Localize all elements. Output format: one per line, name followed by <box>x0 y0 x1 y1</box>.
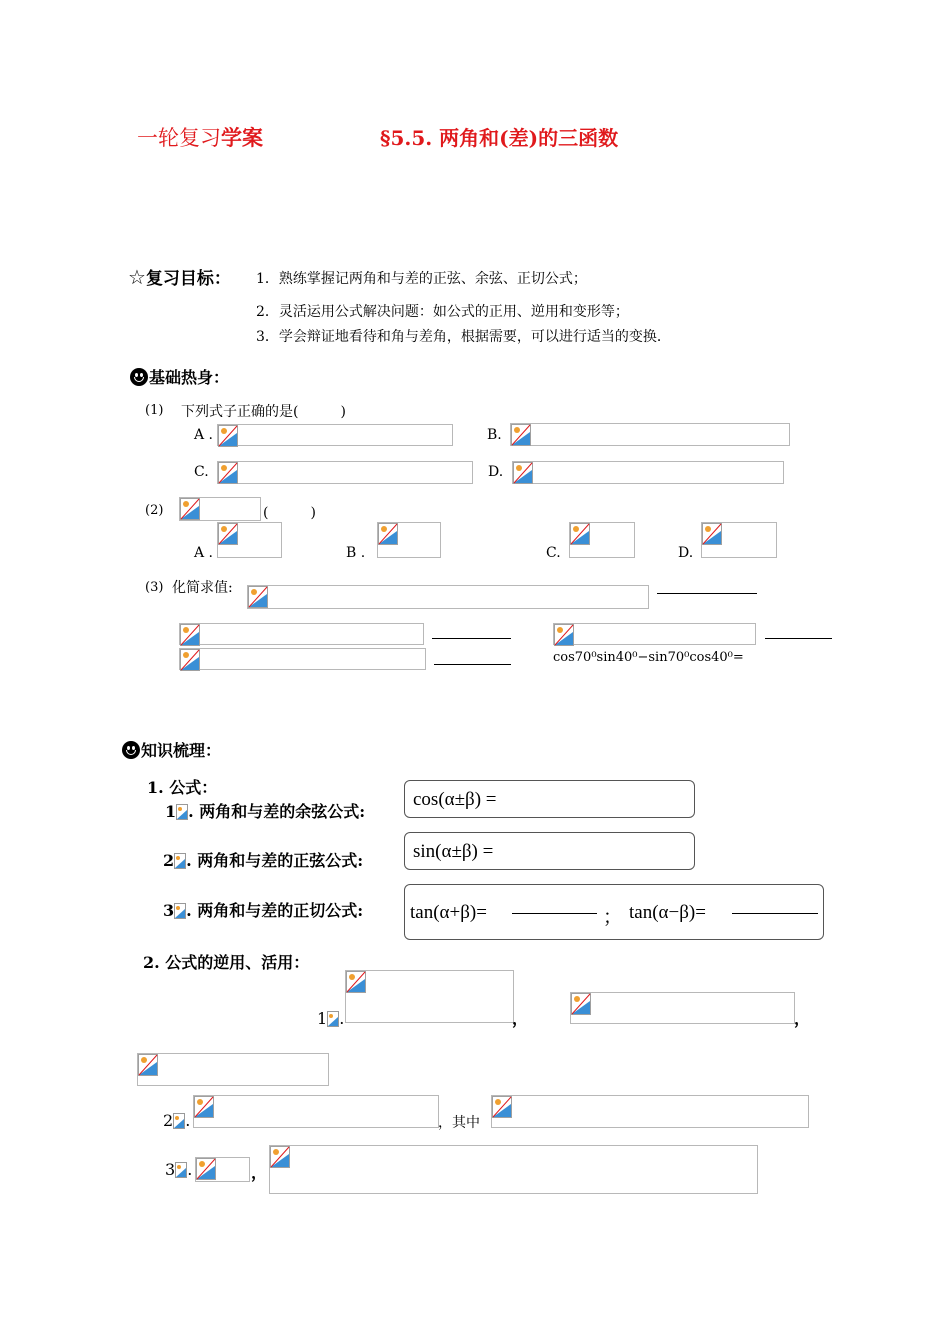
tan-formula-box <box>404 884 824 940</box>
q2-option-c: C. <box>546 545 561 561</box>
q1-option-b-image <box>510 423 790 446</box>
sin-formula: sin(α±β) = <box>413 841 494 862</box>
reverse-item-1-num: 1 . <box>317 1009 345 1028</box>
q3-expr-3-image <box>553 623 756 645</box>
reverse-item-1-image-b <box>570 992 795 1024</box>
q1-option-d-image <box>512 461 784 484</box>
reverse-item-2-image-b <box>491 1095 809 1128</box>
q3-expr-1-image <box>247 585 649 609</box>
q2-paren: ( ) <box>263 505 316 521</box>
q3-answer-blank-3[interactable] <box>765 638 832 639</box>
broken-image-icon <box>346 971 364 991</box>
q1-text: 下列式子正确的是( ) <box>181 404 346 420</box>
broken-image-icon <box>173 1113 185 1129</box>
broken-image-icon <box>138 1054 156 1074</box>
broken-image-icon <box>175 1162 187 1178</box>
reverse-item-3-num: 3 . <box>165 1160 193 1179</box>
broken-image-icon <box>492 1096 510 1116</box>
q1-label: (1) <box>145 403 164 418</box>
broken-image-icon <box>511 424 529 444</box>
broken-image-icon <box>196 1158 214 1178</box>
page-prefix: 一轮复习学案 <box>137 125 263 150</box>
tan-formula-label: 3 . 两角和与差的正切公式: <box>163 901 364 920</box>
reverse-item-1-image-a <box>345 970 514 1023</box>
broken-image-icon <box>174 853 186 869</box>
knowledge-heading: 知识梳理： <box>122 738 221 761</box>
q2-label: (2) <box>145 503 164 518</box>
broken-image-icon <box>174 903 186 919</box>
reverse-use-title: 2. 公式的逆用、活用： <box>143 953 310 972</box>
reverse-item-2-image-a <box>193 1095 439 1128</box>
broken-image-icon <box>180 649 198 669</box>
broken-image-icon <box>180 498 198 518</box>
broken-image-icon <box>702 523 720 543</box>
q3-expr-2-image <box>179 623 424 645</box>
sin-formula-label: 2 . 两角和与差的正弦公式: <box>163 851 364 870</box>
q2-option-a: A . <box>194 545 214 561</box>
broken-image-icon <box>327 1011 339 1027</box>
goal-item-3: 3．学会辩证地看待和角与差角，根据需要，可以进行适当的变换． <box>256 329 671 345</box>
q1-option-d: D. <box>488 464 504 480</box>
tan-diff-blank[interactable] <box>732 913 818 914</box>
reverse-item-2-num: 2 . <box>163 1111 191 1130</box>
q2-stem-image <box>179 497 261 521</box>
q2-option-b: B . <box>346 545 366 561</box>
q2-option-d: D. <box>678 545 694 561</box>
q3-answer-blank-1[interactable] <box>657 593 757 594</box>
q1-option-c: C. <box>194 464 209 480</box>
q2-option-d-image <box>701 522 777 558</box>
smiley-icon <box>122 741 140 759</box>
where-text: ，其中 <box>438 1115 480 1131</box>
q3-answer-blank-4[interactable] <box>434 664 511 665</box>
q1-option-a-image <box>217 424 453 446</box>
q3-expr-4-image <box>179 648 426 670</box>
reverse-item-1-image-c <box>137 1053 329 1086</box>
broken-image-icon <box>570 523 588 543</box>
q2-option-b-image <box>377 522 441 558</box>
comma: ， <box>251 1163 268 1182</box>
page-title: §5.5. 两角和(差)的三函数 <box>380 126 619 150</box>
warmup-heading: 基础热身： <box>130 365 229 388</box>
broken-image-icon <box>571 993 589 1013</box>
cos-formula: cos(α±β) = <box>413 789 497 810</box>
q3-label: (3) <box>145 580 164 595</box>
broken-image-icon <box>218 462 236 482</box>
goals-heading: ☆复习目标： <box>128 265 231 289</box>
broken-image-icon <box>513 462 531 482</box>
cos-formula-box <box>404 780 695 818</box>
broken-image-icon <box>180 624 198 644</box>
q3-text: 化简求值: <box>172 580 233 596</box>
comma: ， <box>512 1009 529 1028</box>
sin-formula-box <box>404 832 695 870</box>
formula-section-title: 1. 公式： <box>147 778 218 797</box>
q3-answer-blank-2[interactable] <box>432 638 511 639</box>
tan-diff-formula: tan(α−β)= <box>629 902 706 923</box>
star-icon: ☆ <box>128 265 146 289</box>
q1-option-b: B. <box>487 427 502 443</box>
broken-image-icon <box>194 1096 212 1116</box>
q2-option-c-image <box>569 522 635 558</box>
cos-formula-label: 1 . 两角和与差的余弦公式: <box>165 802 366 821</box>
broken-image-icon <box>270 1146 288 1166</box>
broken-image-icon <box>248 586 266 606</box>
broken-image-icon <box>218 523 236 543</box>
tan-sum-blank[interactable] <box>512 913 597 914</box>
goal-item-2: 2．灵活运用公式解决问题：如公式的正用、逆用和变形等； <box>256 304 629 320</box>
tan-sum-formula: tan(α+β)= <box>410 902 487 923</box>
tan-separator: ； <box>603 907 623 928</box>
q2-option-a-image <box>217 522 282 558</box>
broken-image-icon <box>218 425 236 445</box>
comma: ， <box>794 1009 811 1028</box>
goal-item-1: 1．熟练掌握记两角和与差的正弦、余弦、正切公式； <box>256 271 587 287</box>
broken-image-icon <box>176 804 188 820</box>
smiley-icon <box>130 368 148 386</box>
broken-image-icon <box>554 624 572 644</box>
reverse-item-3-image-b <box>269 1145 758 1194</box>
broken-image-icon <box>378 523 396 543</box>
q1-option-c-image <box>217 461 473 484</box>
reverse-item-3-image-a <box>195 1157 250 1182</box>
q3-expr-5: cos70⁰sin40⁰−sin70⁰cos40⁰= <box>553 650 744 665</box>
q1-option-a: A . <box>194 427 214 443</box>
